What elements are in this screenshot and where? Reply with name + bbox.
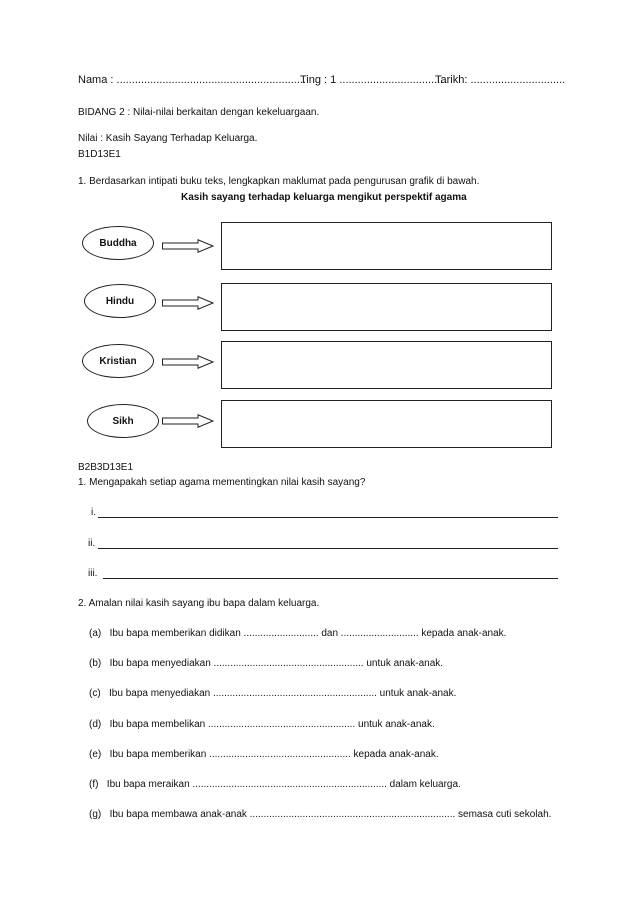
form-field: Ting : 1 .................................. — [300, 74, 444, 86]
answer-label-ii: ii. — [88, 538, 96, 549]
graphic-title: Kasih sayang terhadap keluarga mengikut perspektif agama — [181, 192, 467, 203]
code-label-2: B2B3D13E1 — [78, 462, 134, 473]
religion-oval-hindu: Hindu — [84, 284, 156, 318]
arrow-right-icon — [162, 355, 214, 369]
question-2: 2. Amalan nilai kasih sayang ibu bapa dalam keluarga. — [78, 598, 320, 609]
arrow-right-icon — [162, 414, 214, 428]
question-1-intro: 1. Berdasarkan intipati buku teks, lengkapkan maklumat pada pengurusan grafik di bawah. — [78, 176, 480, 187]
answer-box-buddha[interactable] — [221, 222, 552, 270]
list-item: (f) Ibu bapa meraikan ...................................................................... dalam keluarga. — [89, 779, 461, 790]
religion-oval-sikh: Sikh — [87, 404, 159, 438]
list-item: (g) Ibu bapa membawa anak-anak .......................................................................... semasa cuti sekolah. — [89, 809, 552, 820]
religion-oval-buddha: Buddha — [82, 226, 154, 260]
answer-box-hindu[interactable] — [221, 283, 552, 331]
list-item: (c) Ibu bapa menyediakan ........................................................... untuk anak-anak. — [89, 688, 457, 699]
answer-line-ii[interactable] — [98, 548, 558, 549]
answer-line-iii[interactable] — [103, 578, 558, 579]
answer-label-iii: iii. — [88, 568, 98, 579]
answer-line-i[interactable] — [98, 517, 558, 518]
code-label-1: B1D13E1 — [78, 149, 121, 160]
bidang-text: BIDANG 2 : Nilai-nilai berkaitan dengan kekeluargaan. — [78, 107, 320, 118]
arrow-right-icon — [162, 296, 214, 310]
religion-oval-kristian: Kristian — [82, 344, 154, 378]
answer-box-sikh[interactable] — [221, 400, 552, 448]
answer-box-kristian[interactable] — [221, 341, 552, 389]
list-item: (e) Ibu bapa memberikan ................................................... kepada anak-anak. — [89, 749, 439, 760]
date-field: Tarikh: ............................... — [435, 74, 566, 86]
question-1b: 1. Mengapakah setiap agama mementingkan nilai kasih sayang? — [78, 477, 366, 488]
list-item: (b) Ibu bapa menyediakan ...................................................... untuk anak-anak. — [89, 658, 444, 669]
answer-label-i: i. — [91, 507, 96, 518]
list-item: (a) Ibu bapa memberikan didikan ........................... dan ............................ kepada anak-anak. — [89, 628, 507, 639]
nilai-text: Nilai : Kasih Sayang Terhadap Keluarga. — [78, 133, 258, 144]
list-item: (d) Ibu bapa membelikan ..................................................... untuk anak-anak. — [89, 719, 435, 730]
arrow-right-icon — [162, 239, 214, 253]
name-field: Nama : .............................................................. — [78, 74, 306, 86]
